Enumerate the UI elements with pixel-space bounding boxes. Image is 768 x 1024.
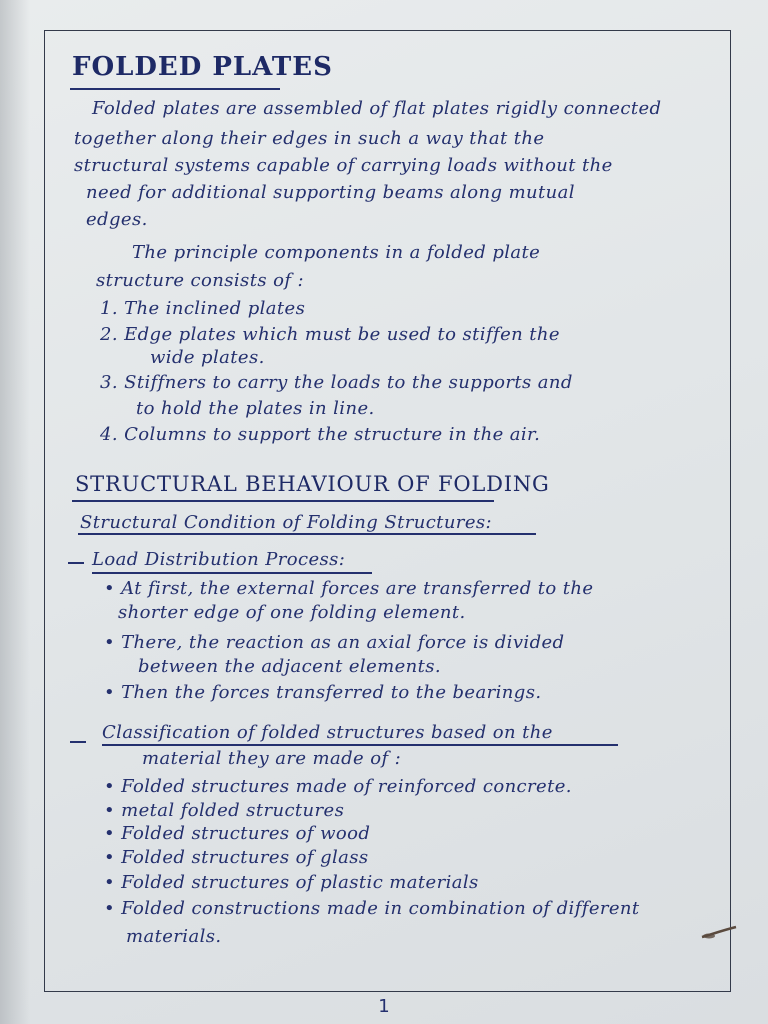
intro-line: Folded plates are assembled of flat plates rigidly connected: [92, 98, 662, 119]
classification-item: • Folded constructions made in combination of different: [104, 898, 640, 919]
classification-item: • Folded structures of plastic materials: [104, 872, 479, 893]
component-item: 4. Columns to support the structure in the air.: [100, 424, 541, 445]
classification-heading: Classification of folded structures based on the: [102, 722, 553, 743]
load-item: shorter edge of one folding element.: [118, 602, 466, 623]
intro-line: need for additional supporting beams along mutual: [86, 182, 575, 203]
load-heading: Load Distribution Process:: [92, 549, 346, 570]
dash-marker: [68, 562, 84, 564]
page-title: FOLDED PLATES: [72, 52, 333, 82]
classification-item: materials.: [126, 926, 222, 947]
load-item: • Then the forces transferred to the bearings.: [104, 682, 542, 703]
load-item: between the adjacent elements.: [138, 656, 442, 677]
classification-item: • Folded structures of glass: [104, 847, 369, 868]
component-item: wide plates.: [150, 347, 265, 368]
classification-item: • Folded structures made of reinforced concrete.: [104, 776, 572, 797]
component-item: 1. The inclined plates: [100, 298, 306, 319]
load-heading-underline: [92, 572, 372, 574]
components-intro-line: The principle components in a folded plate: [132, 242, 541, 263]
intro-line: structural systems capable of carrying loads without the: [74, 155, 613, 176]
subheading-underline: [78, 533, 536, 535]
intro-line: edges.: [86, 209, 148, 230]
intro-line: together along their edges in such a way that the: [74, 128, 545, 149]
section-subheading: Structural Condition of Folding Structures:: [80, 512, 492, 533]
component-item: 3. Stiffners to carry the loads to the supports and: [100, 372, 573, 393]
load-item: • At first, the external forces are transferred to the: [104, 578, 594, 599]
ink-smudge: [700, 925, 738, 939]
classification-heading-cont: material they are made of :: [142, 748, 402, 769]
component-item: to hold the plates in line.: [136, 398, 375, 419]
components-intro-line: structure consists of :: [96, 270, 304, 291]
classification-item: • Folded structures of wood: [104, 823, 371, 844]
load-item: • There, the reaction as an axial force is divided: [104, 632, 565, 653]
component-item: 2. Edge plates which must be used to stiffen the: [100, 324, 560, 345]
classification-heading-underline: [102, 744, 618, 746]
dash-marker: [70, 741, 86, 743]
title-underline: [70, 88, 280, 90]
classification-item: • metal folded structures: [104, 800, 345, 821]
section-heading: STRUCTURAL BEHAVIOUR OF FOLDING: [75, 472, 550, 496]
section-heading-underline: [72, 500, 494, 502]
page-number: 1: [378, 996, 390, 1017]
